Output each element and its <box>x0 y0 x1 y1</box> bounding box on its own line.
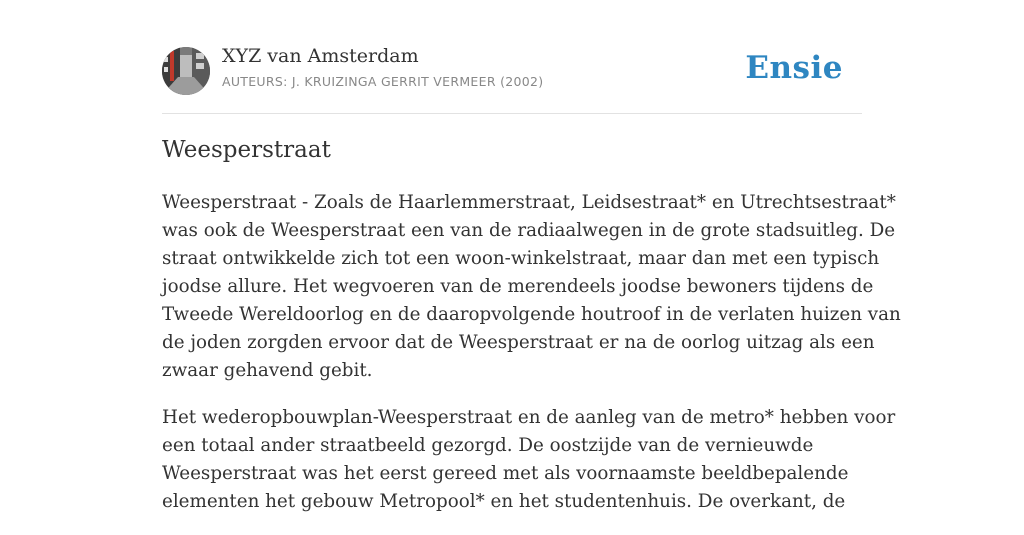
entry-title: Weesperstraat <box>162 137 331 163</box>
text-line: Tweede Wereldoorlog en de daaropvolgende houtroof in de verlaten huizen van <box>162 304 901 325</box>
text-line: zwaar gehavend gebit. <box>162 360 373 381</box>
text-line: de joden zorgden ervoor dat de Weesperstraat er na de oorlog uitzag als een <box>162 332 875 353</box>
ensie-logo[interactable]: Ensie <box>745 50 843 86</box>
book-header <box>162 0 862 114</box>
text-line: Weesperstraat was het eerst gereed met als voornaamste beeldbepalende <box>162 463 849 484</box>
text-line: Weesperstraat - Zoals de Haarlemmerstraat, Leidsestraat* en Utrechtsestraat* <box>162 192 896 213</box>
page <box>162 0 901 512</box>
text-line: joodse allure. Het wegvoeren van de merendeels joodse bewoners tijdens de <box>162 276 874 297</box>
paragraph <box>162 189 901 385</box>
text-line: een totaal ander straatbeeld gezorgd. De oostzijde van de vernieuwde <box>162 435 814 456</box>
book-title[interactable]: XYZ van Amsterdam <box>222 45 419 67</box>
paragraph <box>162 404 896 516</box>
book-authors: AUTEURS: J. KRUIZINGA GERRIT VERMEER (2002) <box>222 74 544 89</box>
text-line: elementen het gebouw Metropool* en het studentenhuis. De overkant, de <box>162 491 846 512</box>
text-line: was ook de Weesperstraat een van de radiaalwegen in de grote stadsuitleg. De <box>162 220 896 241</box>
text-line: straat ontwikkelde zich tot een woon-winkelstraat, maar dan met een typisch <box>162 248 880 269</box>
text-line: Het wederopbouwplan-Weesperstraat en de aanleg van de metro* hebben voor <box>162 407 896 428</box>
entry-body <box>162 189 901 535</box>
book-cover-avatar[interactable] <box>162 47 210 95</box>
street-photo-icon <box>162 47 210 95</box>
